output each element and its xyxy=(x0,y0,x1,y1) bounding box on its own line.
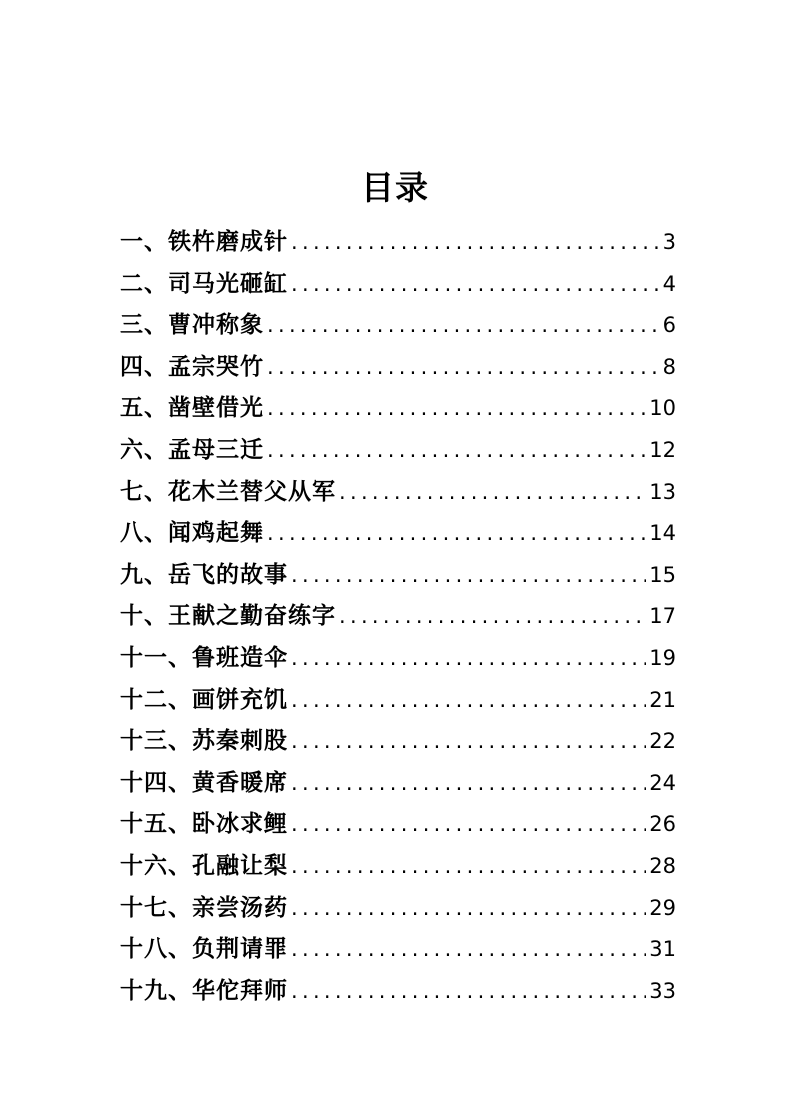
toc-entry[interactable] xyxy=(120,846,676,888)
toc-page-number: 19 xyxy=(649,645,676,670)
toc-entry-label: 十四、黄香暖席 xyxy=(120,769,288,796)
toc-list xyxy=(120,222,676,1012)
toc-page-number: 4 xyxy=(662,271,676,296)
toc-dot-leader xyxy=(291,222,660,264)
toc-page-number: 10 xyxy=(649,396,676,421)
toc-dot-leader xyxy=(291,555,646,597)
toc-page-number: 29 xyxy=(649,895,676,920)
toc-page-number: 8 xyxy=(662,354,676,379)
toc-entry[interactable] xyxy=(120,888,676,930)
toc-entry[interactable] xyxy=(120,472,676,514)
toc-entry[interactable] xyxy=(120,222,676,264)
toc-dot-leader xyxy=(291,929,646,971)
toc-entry[interactable] xyxy=(120,971,676,1013)
toc-dot-leader xyxy=(267,430,646,472)
toc-dot-leader xyxy=(339,596,646,638)
toc-dot-leader xyxy=(267,305,660,347)
toc-entry[interactable] xyxy=(120,513,676,555)
toc-page-number: 3 xyxy=(662,230,676,254)
toc-entry-label: 八、闻鸡起舞 xyxy=(120,520,264,547)
toc-dot-leader xyxy=(267,347,660,389)
toc-entry[interactable] xyxy=(120,347,676,389)
toc-page-number: 28 xyxy=(649,853,676,878)
toc-entry-label: 七、花木兰替父从军 xyxy=(120,478,336,505)
toc-entry-label: 五、凿壁借光 xyxy=(120,395,264,422)
toc-page-number: 12 xyxy=(649,437,676,462)
toc-entry[interactable] xyxy=(120,929,676,971)
toc-entry[interactable] xyxy=(120,305,676,347)
toc-dot-leader xyxy=(291,846,646,888)
toc-dot-leader xyxy=(291,721,646,763)
toc-entry-label: 四、孟宗哭竹 xyxy=(120,353,264,380)
toc-entry-label: 十九、华佗拜师 xyxy=(120,977,288,1004)
toc-entry[interactable] xyxy=(120,680,676,722)
toc-entry-label: 十一、鲁班造伞 xyxy=(120,644,288,671)
toc-dot-leader xyxy=(291,763,646,805)
toc-page-number: 24 xyxy=(649,770,676,795)
toc-dot-leader xyxy=(291,971,646,1013)
toc-dot-leader xyxy=(267,513,646,555)
toc-page-number: 33 xyxy=(649,978,676,1003)
toc-entry[interactable] xyxy=(120,388,676,430)
toc-dot-leader xyxy=(291,680,646,722)
toc-entry[interactable] xyxy=(120,804,676,846)
toc-dot-leader xyxy=(339,472,646,514)
toc-entry[interactable] xyxy=(120,430,676,472)
toc-page-number: 31 xyxy=(649,937,676,962)
toc-page-number: 21 xyxy=(649,687,676,712)
toc-entry[interactable] xyxy=(120,638,676,680)
toc-entry-label: 六、孟母三迁 xyxy=(120,436,264,463)
toc-page-number: 22 xyxy=(649,729,676,754)
toc-entry-label: 三、曹冲称象 xyxy=(120,312,264,339)
toc-entry[interactable] xyxy=(120,596,676,638)
toc-page-number: 17 xyxy=(649,604,676,629)
toc-entry[interactable] xyxy=(120,555,676,597)
toc-page-number: 13 xyxy=(649,479,676,504)
toc-dot-leader xyxy=(291,888,646,930)
toc-entry-label: 十六、孔融让梨 xyxy=(120,852,288,879)
toc-entry-label: 十五、卧冰求鲤 xyxy=(120,811,288,838)
toc-entry[interactable] xyxy=(120,721,676,763)
toc-entry-label: 十八、负荆请罪 xyxy=(120,936,288,963)
toc-entry[interactable] xyxy=(120,763,676,805)
toc-entry-label: 十、王献之勤奋练字 xyxy=(120,603,336,630)
toc-entry-label: 二、司马光砸缸 xyxy=(120,270,288,297)
toc-entry-label: 十二、画饼充饥 xyxy=(120,686,288,713)
toc-page-number: 6 xyxy=(662,313,676,338)
toc-page-number: 14 xyxy=(649,521,676,546)
toc-entry[interactable] xyxy=(120,264,676,306)
toc-dot-leader xyxy=(267,388,646,430)
toc-dot-leader xyxy=(291,638,646,680)
toc-entry-label: 九、岳飞的故事 xyxy=(120,561,288,588)
toc-dot-leader xyxy=(291,804,646,846)
toc-page-number: 26 xyxy=(649,812,676,837)
toc-page-number: 15 xyxy=(649,562,676,587)
toc-title: 目录 xyxy=(361,168,429,207)
toc-entry-label: 十三、苏秦刺股 xyxy=(120,728,288,755)
toc-entry-label: 十七、亲尝汤药 xyxy=(120,894,288,921)
toc-dot-leader xyxy=(291,264,660,306)
toc-entry-label: 一、铁杵磨成针 xyxy=(120,229,288,255)
